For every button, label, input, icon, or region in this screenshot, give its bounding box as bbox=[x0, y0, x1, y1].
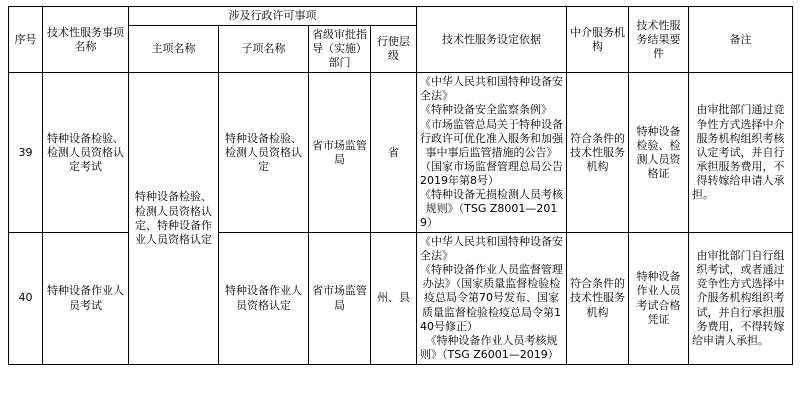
basis-paragraph: 《中华人民共和国特种设备安全法》 bbox=[420, 235, 563, 263]
header-item-name: 技术性服务事项名称 bbox=[43, 7, 129, 73]
cell-exercise-level: 州、县 bbox=[371, 233, 417, 365]
cell-basis bbox=[417, 73, 567, 233]
cell-agency: 符合条件的技术性服务机构 bbox=[567, 233, 629, 365]
cell-remark: 由审批部门通过竞争性方式选择中介服务机构组织考核认定考试，并自行承担服务费用，不得转嫁给申请人承担。 bbox=[689, 73, 793, 233]
header-basis: 技术性服务设定依据 bbox=[417, 7, 567, 73]
table-row bbox=[9, 233, 793, 365]
header-main-item: 主项名称 bbox=[129, 26, 219, 73]
cell-basis bbox=[417, 233, 567, 365]
header-license-group: 涉及行政许可事项 bbox=[129, 7, 417, 26]
table-header-row-1 bbox=[9, 7, 793, 26]
cell-seq: 40 bbox=[9, 233, 43, 365]
cell-agency: 符合条件的技术性服务机构 bbox=[567, 73, 629, 233]
basis-paragraph: 《特种设备作业人员考核规则》（TSG Z6001—2019） bbox=[420, 333, 559, 361]
cell-provincial-dept: 省市场监管局 bbox=[309, 73, 371, 233]
cell-exercise-level: 省 bbox=[371, 73, 417, 233]
cell-item-name: 特种设备作业人员考试 bbox=[43, 233, 129, 365]
cell-seq: 39 bbox=[9, 73, 43, 233]
basis-paragraph: 《特种设备作业人员监督管理办法》（国家质量监督检验检疫总局令第70号发布、国家质量监督检验检疫总局令第140号修正） bbox=[420, 263, 563, 333]
basis-paragraph: 《市场监管总局关于特种设备行政许可优化准入服务和加强事中事后监管措施的公告》（国家市场监督管理总局公告2019年第8号） bbox=[420, 117, 563, 187]
table-row bbox=[9, 73, 793, 233]
basis-paragraph: 《特种设备安全监察条例》 bbox=[420, 103, 552, 117]
cell-sub-item: 特种设备检验、检测人员资格认定 bbox=[219, 73, 309, 233]
header-sub-item: 子项名称 bbox=[219, 26, 309, 73]
cell-result: 特种设备作业人员考试合格凭证 bbox=[629, 233, 689, 365]
cell-item-name: 特种设备检验、检测人员资格认定考试 bbox=[43, 73, 129, 233]
header-result: 技术性服务结果要件 bbox=[629, 7, 689, 73]
header-remark: 备注 bbox=[689, 7, 793, 73]
header-seq: 序号 bbox=[9, 7, 43, 73]
basis-paragraph: 《特种设备无损检测人员考核规则》（TSG Z8001—2019） bbox=[420, 187, 563, 230]
cell-main-item: 特种设备检验、检测人员资格认定、特种设备作业人员资格认定 bbox=[129, 73, 219, 365]
cell-provincial-dept: 省市场监管局 bbox=[309, 233, 371, 365]
header-agency: 中介服务机构 bbox=[567, 7, 629, 73]
basis-paragraph: 《中华人民共和国特种设备安全法》 bbox=[420, 75, 563, 103]
cell-sub-item: 特种设备作业人员资格认定 bbox=[219, 233, 309, 365]
cell-remark: 由审批部门自行组织考试，或者通过竞争性方式选择中介服务机构组织考试，并自行承担服务费用，不得转嫁给申请人承担。 bbox=[689, 233, 793, 365]
cell-result: 特种设备检验、检测人员资格证 bbox=[629, 73, 689, 233]
technical-service-table bbox=[8, 6, 793, 365]
header-provincial-dept: 省级审批指导（实施）部门 bbox=[309, 26, 371, 73]
header-exercise-level: 行使层级 bbox=[371, 26, 417, 73]
